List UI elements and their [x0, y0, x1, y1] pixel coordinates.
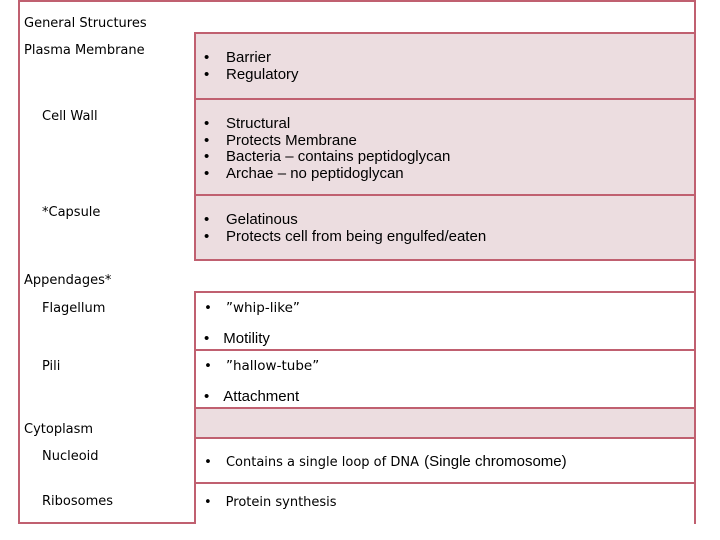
- list-capsule: [204, 212, 486, 245]
- list-item: • Bacteria – contains peptidoglycan: [204, 148, 451, 165]
- flagellum-item-2: • Motility: [204, 330, 270, 347]
- pili-item-1: • ”hallow-tube”: [204, 358, 320, 374]
- label-pili: Pili: [42, 359, 61, 374]
- label-ribosomes: Ribosomes: [42, 494, 114, 509]
- cell-plasma-membrane: [194, 32, 694, 100]
- label-plasma-membrane: Plasma Membrane: [24, 43, 145, 58]
- list-item: • Archae – no peptidoglycan: [204, 164, 404, 182]
- cell-cell-wall: [194, 98, 694, 196]
- section-appendages: Appendages*: [24, 273, 112, 288]
- list-item: • Protects cell from being engulfed/eaten: [204, 227, 487, 245]
- cell-capsule: [194, 194, 694, 260]
- label-capsule: *Capsule: [42, 205, 101, 220]
- list-cell-wall: [204, 116, 450, 182]
- section-general-structures: General Structures: [24, 16, 147, 31]
- cell-ribosomes: [194, 482, 694, 524]
- cell-nucleoid: [194, 437, 694, 484]
- divider: [194, 259, 694, 261]
- section-cytoplasm: Cytoplasm: [24, 422, 94, 437]
- structures-table: [18, 0, 696, 524]
- ribosomes-item: • Protein synthesis: [204, 495, 337, 510]
- cell-flagellum: [194, 291, 694, 351]
- list-item: • Barrier: [204, 49, 272, 66]
- list-item: • Gelatinous: [204, 211, 298, 228]
- flagellum-item-1: • ”whip-like”: [204, 300, 300, 316]
- list-item: • Structural: [204, 115, 291, 132]
- nucleoid-item: • Contains a single loop of DNA (Single chromosome): [204, 453, 567, 470]
- label-flagellum: Flagellum: [42, 301, 106, 316]
- label-cell-wall: Cell Wall: [42, 109, 98, 124]
- cell-pili: [194, 349, 694, 409]
- list-item: • Protects Membrane: [204, 131, 357, 149]
- pili-item-2: • Attachment: [204, 388, 300, 405]
- cytoplasm-band: [194, 407, 694, 439]
- label-nucleoid: Nucleoid: [42, 449, 99, 464]
- list-item: • Regulatory: [204, 65, 299, 83]
- list-plasma-membrane: [204, 50, 299, 83]
